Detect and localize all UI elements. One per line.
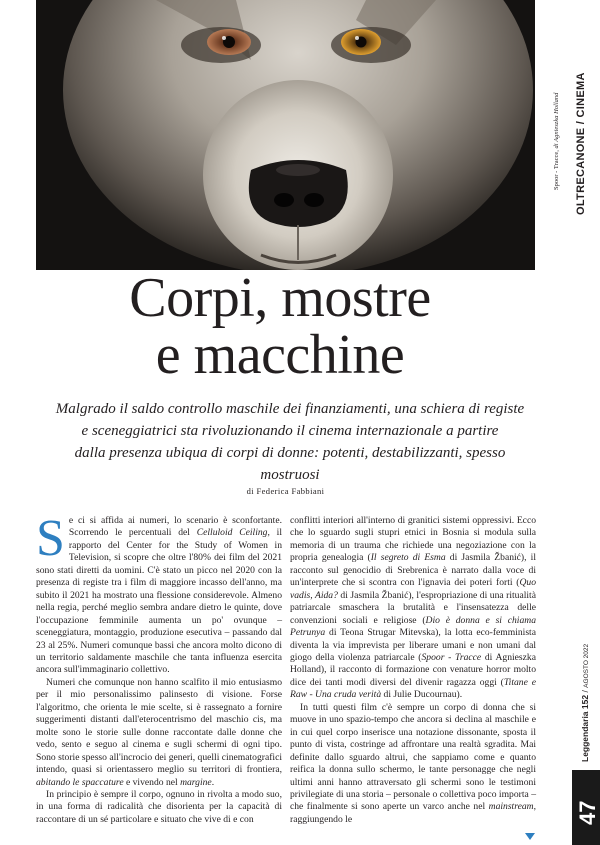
- text-run: mainstream: [488, 801, 534, 813]
- title-line-2: e macchine: [155, 324, 405, 386]
- continue-arrow-icon: [525, 833, 535, 840]
- paragraph: [290, 702, 536, 827]
- text-run: e vivendo nel: [123, 776, 181, 788]
- deck-line-3: dalla presenza ubiqua di corpi di donne: potenti, destabilizzanti, spesso mostruosi: [74, 445, 506, 483]
- caption-film: Spoor - Tracce: [553, 151, 560, 190]
- title-line-1: Corpi, mostre: [129, 267, 431, 329]
- text-run: di Jasmila Žbanić), il racconto sul genocidio di Srebrenica è narrato dalla voce di un'interprete che si scontra con l'ignavia dei poteri forti (: [290, 552, 536, 589]
- page-number: 47: [575, 800, 600, 825]
- article-title: [60, 267, 500, 386]
- issue-info: [580, 644, 590, 762]
- drop-cap: S: [36, 510, 65, 567]
- issue-date: AGOSTO 2022: [583, 643, 590, 688]
- text-run: , il rapporto del Center for the Study of Women in Television, si scopre che oltre l'80% dei film del 2021 sono stati diretti da uomini. C'è stato un picco nel 2020 con la presenza di registe tra i film di maggiore incasso dell'anno, ma subito il 2021 ha mostrato una flessione considerevole. Almeno nella regia, perché meglio sembra andare dietro le quinte, dove l'occupazione femminile aumenta un po' ovunque – sceneggiatura, montaggio, produzione esecutiva – passando dal 23 al 25%. Numeri comunque bassi che ancora molto dicono di un territorio saldamente maschile che tanta influenza esercita ancora sull'immaginario collettivo.: [36, 527, 282, 676]
- text-run: di Teona Strugar Mitevska), la lotta eco-femminista diventa la via imprevista per liberare umani e non umani dal giogo della violenza patriarcale (: [290, 627, 536, 663]
- text-run: di Julie Ducournau).: [381, 689, 463, 701]
- wolf-photo: [36, 0, 535, 270]
- text-run: di Agnieszka Holland), il racconto di formazione con venature horror molto dice dei tanti modi diversi del divenir ragazza oggi (: [290, 651, 536, 688]
- byline: di Federica Fabbiani: [246, 486, 325, 496]
- paragraph: [36, 677, 282, 789]
- text-run: abitando le spaccature: [36, 776, 124, 788]
- text-run: margine: [180, 776, 212, 788]
- text-run: Quo vadis, Aida?: [290, 577, 536, 601]
- text-run: Celluloid Ceiling: [196, 527, 268, 539]
- text-run: conflitti interiori all'interno di granitici sistemi oppressivi. Ecco che lo sguardo sugli stupri etnici in Bosnia si modula sulla memoria di un trauma che richiede una negoziazione con la propria genealogia (: [290, 515, 536, 564]
- text-run: , raggiungendo le: [290, 801, 536, 825]
- issue-separator: /: [580, 687, 590, 695]
- text-run: .: [211, 776, 215, 788]
- text-run: di Jasmila Žbanić), l'espropriazione di una ritualità patriarcale smaschera la brutalità e l'insensatezza delle convenzioni sociali e religiose (: [290, 589, 536, 626]
- page-number-tab: [572, 770, 600, 845]
- text-run: In tutti questi film c'è sempre un corpo di donna che si muove in uno spazio-tempo che ancora si declina al maschile e in cui quel corpo inserisce una notazione dissonante, sposta il punto di vista, costringe ad affrontare una realtà sgradita. Mai definite dallo sguardo altrui, che sappiamo come e quanto reifica la donna sullo schermo, le tante personagge che negli ultimi anni hanno attraversato gli schermi sono le testimoni privilegiate di una storia – personale o collettiva poco importa – che finalmente si sono aperte un varco anche nel: [290, 701, 536, 813]
- photo-caption: [543, 30, 560, 190]
- text-run: e ci si affida ai numeri, lo scenario è sconfortante. Scorrendo le percentuali del: [68, 515, 282, 539]
- text-run: Spoor - Tracce: [421, 651, 482, 663]
- text-run: Titane e Raw - Una cruda verità: [290, 676, 536, 701]
- text-run: Numeri che comunque non hanno scalfito il mio entusiasmo per il mio personalissimo palinsesto di visione. Forse l'algoritmo, che orienta le mie scelte, si è rassegnato a fornire suggerimenti distanti dall'eterocentrismo del maschio cis, ma molte sono le storie sulle donne raccontate dalle donne che vedo, sento e seguo al cinema e sugli schermi di ogni tipo. Sono storie spesso all'incrocio dei generi, quelli cinematografici intendo, quasi si orientassero meglio su territori di frontiera,: [36, 676, 282, 776]
- text-run: Il segreto di Esma: [370, 552, 446, 564]
- deck-line-1: Malgrado il saldo controllo maschile dei finanziamenti, una schiera di registe: [55, 401, 525, 417]
- caption-credit: , di Agnieszka Holland: [553, 92, 560, 152]
- text-run: Dio è donna e si chiama Petrunya: [290, 614, 536, 639]
- section-label: OLTRECANONE / CINEMA: [575, 72, 587, 215]
- paragraph: In principio è sempre il corpo, ognuno in rivolta a modo suo, in una forma di radicalità che disorienta per la capacità di raccontare di un sé particolare e situato che vive di e con: [36, 788, 282, 825]
- body-column-2: [290, 515, 536, 826]
- paragraph: [290, 515, 536, 702]
- body-column-1: [36, 510, 282, 826]
- deck-line-2: e sceneggiatrici sta rivoluzionando il cinema internazionale a partire: [81, 423, 499, 439]
- paragraph: [36, 510, 282, 677]
- article-deck: [45, 398, 535, 486]
- magazine-name: Leggendaria 152: [580, 694, 590, 762]
